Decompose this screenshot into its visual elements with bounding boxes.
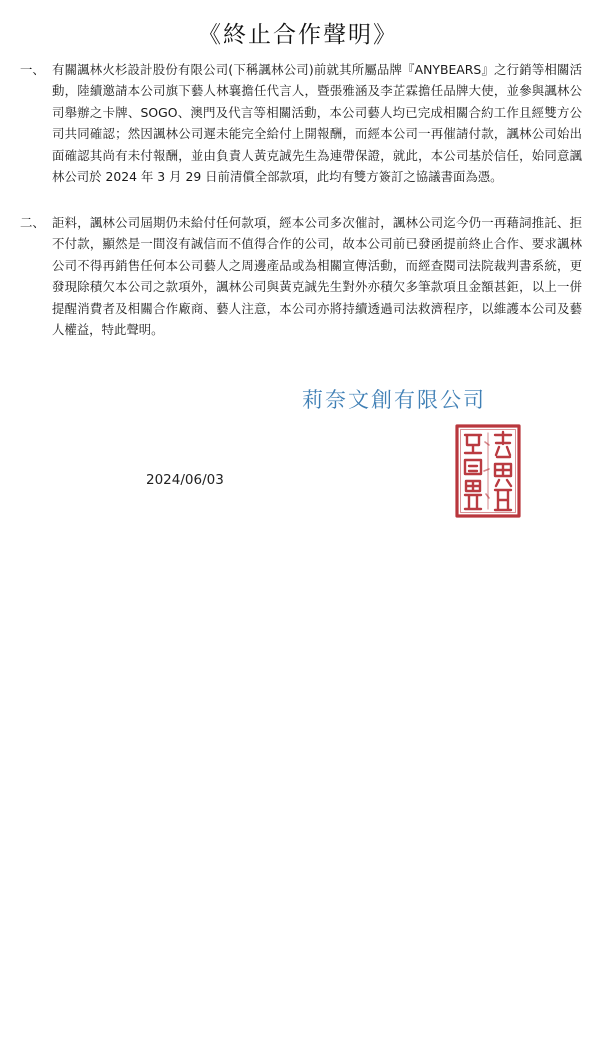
statement-date: 2024/06/03 — [146, 472, 224, 488]
clause-text: 詎料，諷林公司屆期仍未給付任何款項，經本公司多次催討，諷林公司迄今仍一再藉詞推託、拒不付款，顯然是一間沒有誠信而不值得合作的公司，故本公司前已發函提前終止合作、要求諷林公司不得再銷售任何本公司藝人之周邊產品或為相關宣傳活動，而經查閱司法院裁判書系統，更發現除積欠本公司之款項外，諷林公司與黃克誠先生對外亦積欠多筆款項且金額甚鉅，以上一併提醒消費者及相關合作廠商、藝人注意，本公司亦將持續透過司法救濟程序，以維護本公司及藝人權益，特此聲明。 — [52, 215, 582, 338]
clause-text: 有關諷林火杉設計股份有限公司(下稱諷林公司)前就其所屬品牌『ANYBEARS』之行銷等相關活動，陸續邀請本公司旗下藝人林襄擔任代言人，暨張雅涵及李芷霖擔任品牌大使，並參與諷林公司舉辦之卡牌、SOGO、澳門及代言等相關活動，本公司藝人均已完成相關合約工作且經雙方公司共同確認；然因諷林公司遲未能完全給付上開報酬，而經本公司一再催請付款，諷林公司始出面確認其尚有未付報酬，並由負責人黃克誠先生為連帶保證，就此，本公司基於信任，始同意諷林公司於 2024 年 3 月 29 日前清償全部款項，此均有雙方簽訂之協議書面為憑。 — [52, 62, 582, 185]
document-title: 《終止合作聲明》 — [198, 22, 398, 48]
company-seal-icon — [455, 424, 521, 518]
clause-marker: 二、 — [20, 215, 45, 230]
clause-marker: 一、 — [20, 62, 45, 77]
signatory-company: 莉奈文創有限公司 — [302, 388, 486, 412]
